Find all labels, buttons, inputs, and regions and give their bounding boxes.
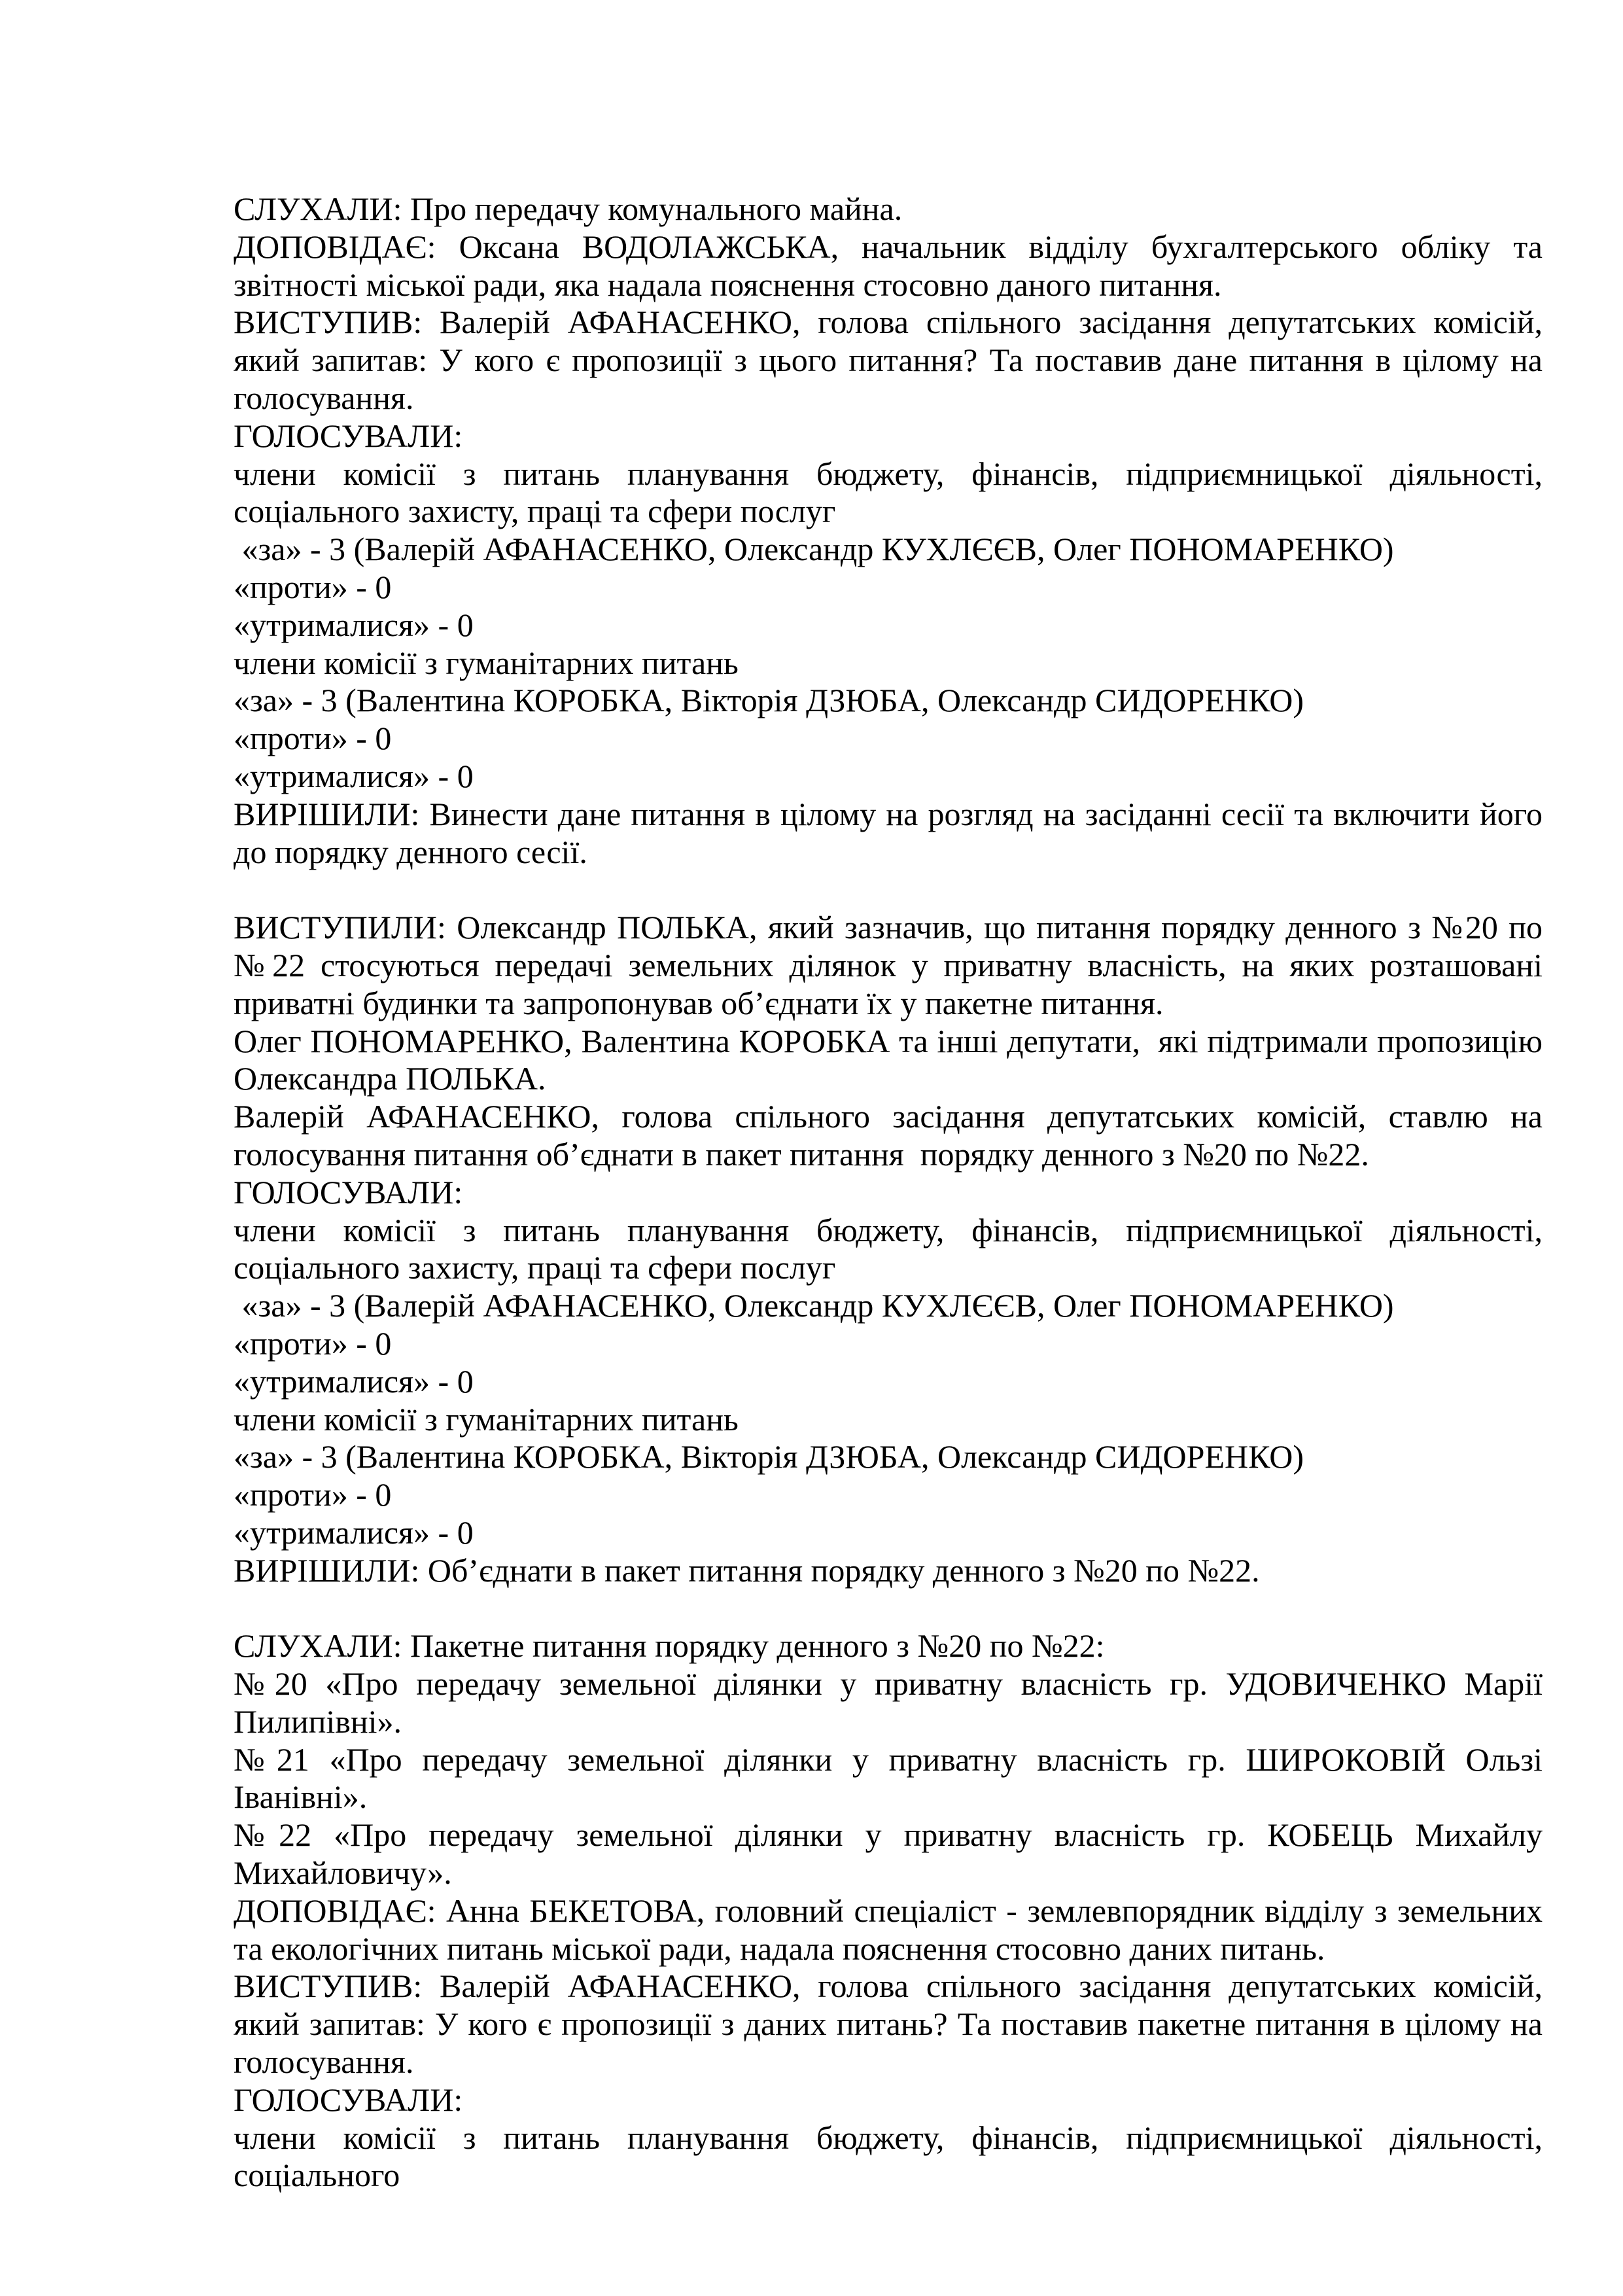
paragraph: ГОЛОСУВАЛИ:	[234, 417, 463, 454]
paragraph: члени комісії з гуманітарних питань	[234, 644, 739, 681]
paragraph: «проти» - 0	[234, 1476, 392, 1513]
paragraph: №22 «Про передачу земельної ділянки у приватну власність гр. КОБЕЦЬ Михайлу Михайловичу».	[234, 1816, 1551, 1892]
paragraph: №20 «Про передачу земельної ділянки у приватну власність гр. УДОВИЧЕНКО Марії Пилипівні».	[234, 1665, 1551, 1740]
paragraph: ДОПОВІДАЄ: Оксана ВОДОЛАЖСЬКА, начальник відділу бухгалтерського обліку та звітності міської ради, яка надала пояснення стосовно даного питання.	[234, 228, 1551, 303]
paragraph: СЛУХАЛИ: Пакетне питання порядку денного з №20 по №22:	[234, 1627, 1105, 1665]
minutes-section	[234, 1627, 1551, 2195]
paragraph: №21 «Про передачу земельної ділянки у приватну власність гр. ШИРОКОВІЙ Ользі Іванівні».	[234, 1740, 1551, 1816]
paragraph: ВИРІШИЛИ: Винести дане питання в цілому на розгляд на засіданні сесії та включити його до порядку денного сесії.	[234, 795, 1551, 870]
paragraph: Валерій АФАНАСЕНКО, голова спільного засідання депутатських комісій, ставлю на голосування питання об’єднати в пакет питання порядку денного з №20 по №22.	[234, 1098, 1551, 1173]
paragraph: «проти» - 0	[234, 1324, 392, 1362]
paragraph: «за» - 3 (Валентина КОРОБКА, Вікторія ДЗЮБА, Олександр СИДОРЕНКО)	[234, 682, 1304, 719]
paragraph: члени комісії з гуманітарних питань	[234, 1400, 739, 1438]
paragraph: «проти» - 0	[234, 720, 392, 757]
minutes-section	[234, 190, 1551, 871]
paragraph: «утрималися» - 0	[234, 757, 474, 794]
paragraph: ГОЛОСУВАЛИ:	[234, 1173, 463, 1210]
paragraph: «утрималися» - 0	[234, 606, 474, 643]
paragraph: ВИРІШИЛИ: Об’єднати в пакет питання порядку денного з №20 по №22.	[234, 1551, 1260, 1589]
paragraph: «за» - 3 (Валентина КОРОБКА, Вікторія ДЗЮБА, Олександр СИДОРЕНКО)	[234, 1438, 1304, 1475]
paragraph: «утрималися» - 0	[234, 1362, 474, 1400]
paragraph: члени комісії з питань планування бюджету, фінансів, підприємницької діяльності, соціального захисту, праці та сфери послуг	[234, 1211, 1551, 1286]
paragraph: ВИСТУПИВ: Валерій АФАНАСЕНКО, голова спільного засідання депутатських комісій, який запитав: У кого є пропозиції з цього питання? Та поставив дане питання в цілому на голосування.	[234, 304, 1551, 416]
paragraph: «утрималися» - 0	[234, 1513, 474, 1551]
paragraph: ДОПОВІДАЄ: Анна БЕКЕТОВА, головний спеціаліст - землевпорядник відділу з земельних та екологічних питань міської ради, надала пояснення стосовно даних питань.	[234, 1892, 1551, 1967]
paragraph: ВИСТУПИЛИ: Олександр ПОЛЬКА, який зазначив, що питання порядку денного з №20 по №22 стосуються передачі земельних ділянок у приватну власність, на яких розташовані приватні будинки та запропонував об’єднати їх у пакетне питання.	[234, 909, 1551, 1021]
document-page	[234, 190, 1551, 2233]
minutes-section	[234, 909, 1551, 1589]
paragraph: члени комісії з питань планування бюджету, фінансів, підприємницької діяльності, соціального захисту, праці та сфери послуг	[234, 455, 1551, 530]
paragraph: «за» - 3 (Валерій АФАНАСЕНКО, Олександр КУХЛЄЄВ, Олег ПОНОМАРЕНКО)	[234, 1287, 1394, 1324]
paragraph: ВИСТУПИВ: Валерій АФАНАСЕНКО, голова спільного засідання депутатських комісій, який запитав: У кого є пропозиції з даних питань? Та поставив пакетне питання в цілому на голосування.	[234, 1968, 1551, 2081]
paragraph: «за» - 3 (Валерій АФАНАСЕНКО, Олександр КУХЛЄЄВ, Олег ПОНОМАРЕНКО)	[234, 531, 1394, 568]
paragraph: СЛУХАЛИ: Про передачу комунального майна.	[234, 190, 903, 227]
paragraph: Олег ПОНОМАРЕНКО, Валентина КОРОБКА та інші депутати, які підтримали пропозицію Олександра ПОЛЬКА.	[234, 1022, 1551, 1097]
paragraph: члени комісії з питань планування бюджету, фінансів, підприємницької діяльності, соціального	[234, 2119, 1551, 2194]
paragraph: «проти» - 0	[234, 568, 392, 605]
paragraph: ГОЛОСУВАЛИ:	[234, 2081, 463, 2118]
